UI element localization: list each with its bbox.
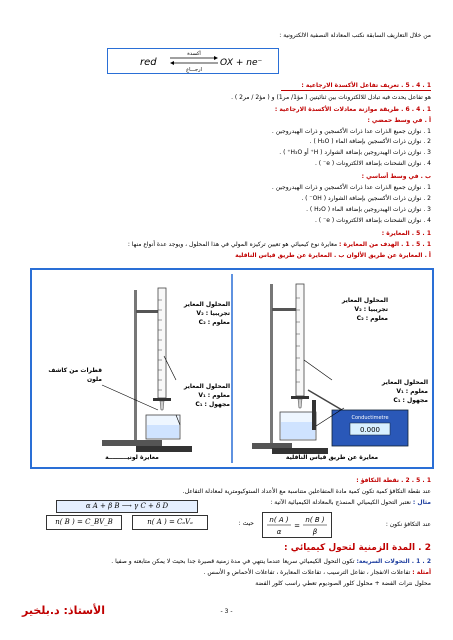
base-item-2: 2 . نوازن ذرات الأكسجين بإضافة الشوارد ( OH⁻ ) .	[301, 195, 431, 202]
reduction-arrowhead	[170, 61, 174, 65]
intro-text: من خلال التعاريف السابقة نكتب المعادلة النصفية الالكترونية :	[279, 32, 431, 39]
right-titrated-label	[366, 378, 428, 405]
base-item-4: 4 . نوازن الشحنات بإضافة الالكترونات ( e⁻ ) .	[314, 217, 431, 224]
left-stopcock	[153, 398, 171, 401]
left-beaker-liquid	[147, 425, 179, 438]
left-titrated-title: المحلول المعاير	[183, 383, 230, 390]
right-titrated-title: المحلول المعاير	[381, 379, 428, 386]
left-titrant-c: معلوم : C₂	[198, 319, 230, 326]
right-burette-tip	[298, 399, 302, 408]
examples-line	[22, 568, 431, 577]
teacher-signature: الأستاذ: د.بلخير	[22, 604, 105, 617]
left-titrated-c: مجهول : C₁	[195, 401, 230, 408]
acid-item-2: 2 . نوازن ذرات الأكسجين بإضافة الماء ( H₂O ) .	[309, 138, 431, 145]
right-stopcock	[291, 396, 309, 399]
left-drops-pointer	[102, 385, 158, 410]
example-text: نعتبر التحول الكيميائي المنمذج بالمعادلة الكيميائية الآتية :	[270, 499, 411, 506]
section-1-5-1	[22, 240, 431, 249]
formula-nA: n( A ) = CₐVₐ	[132, 515, 208, 530]
section-1-5-1-title: 1 . 5 . 1 . الهدف من المعايرة :	[339, 241, 431, 248]
right-titrated-v: معلوم : V₁	[396, 388, 428, 395]
base-item-3: 3 . نوازن ذرات الهيدروجين بإضافة الماء ( H₂O ) .	[306, 206, 431, 213]
right-titrant-pointer	[304, 360, 332, 380]
section-2-1	[22, 557, 431, 566]
titration-figure	[30, 268, 434, 469]
right-titrant-v: تجريبيا : V₂	[354, 306, 388, 313]
section-2-title: 2 . المدة الزمنية لتحول كيميائي :	[283, 543, 431, 553]
example-label: مثال :	[412, 499, 431, 506]
eq-left: red	[140, 57, 157, 68]
conductivity-probe	[312, 400, 316, 430]
where-label: حيث :	[238, 520, 254, 527]
examples-line-2: محلول نترات الفضة + محلول كلور الصوديوم تعطي راسب كلور الفضة	[255, 580, 431, 587]
right-titrant-c: معلوم : C₂	[356, 315, 388, 322]
conductimeter-value: 0.000	[359, 426, 381, 434]
left-caption: معايرة لونيـــــــــة	[105, 454, 159, 461]
left-titrated-v: معلوم : V₁	[198, 392, 230, 399]
eq-bottom-label: ارجـــاع	[186, 67, 202, 73]
frac-right-num: n( B )	[305, 516, 325, 524]
acid-medium-title: أ . في وسط حمضي :	[367, 117, 431, 124]
section-1-5-2-body: عند نقطة التكافؤ كمية تكون كمية مادة المتفاعلين متناسبة مع الأعداد الستوكيومترية لمعادلة التفاعل.	[182, 488, 431, 495]
equivalence-label: عند التكافؤ نكون :	[385, 521, 431, 528]
examples-label: أمثلة :	[412, 569, 431, 576]
right-caption: معايرة عن طريق قياس الناقلية	[285, 454, 379, 461]
reaction-formula: α A + β B ⟶ γ C + δ D	[56, 500, 198, 513]
left-drops-label: قطرات من كاشف ملون	[48, 367, 102, 383]
section-1-4-5-body: هو تفاعل يحدث فيه تبادل للالكترونات بين ثنائيتين ( مؤ1/ مر1) و ( مؤ2 / مر2 ) .	[231, 94, 431, 101]
acid-item-1: 1 . نوازن جميع الذرات عدا ذرات الأكسجين و ذرات الهيدروجين .	[271, 128, 431, 135]
left-titrant-v: تجريبيا : V₂	[196, 310, 230, 317]
right-titrant-label	[324, 296, 388, 323]
left-titrated-label	[174, 382, 230, 409]
base-item-1: 1 . نوازن جميع الذرات عدا ذرات الأكسجين و ذرات الهيدروجين .	[271, 184, 431, 191]
page-number: - 3 -	[220, 608, 233, 615]
left-titrant-title: المحلول المعاير	[183, 301, 230, 308]
section-1-4-5-title: 1 . 4 . 5 . تعريف تفاعل الأكسدة الارجاعية :	[301, 82, 431, 89]
right-clamp	[272, 308, 298, 311]
right-titrated-c: مجهول : C₁	[393, 397, 428, 404]
left-stand-base	[102, 440, 162, 446]
left-burette-tip	[160, 401, 164, 410]
left-titrant-label	[172, 300, 230, 327]
section-1-5-title: 1 . 5 . المعايرة :	[381, 230, 431, 237]
equivalence-formula	[262, 512, 332, 538]
right-titrant-title: المحلول المعاير	[341, 297, 388, 304]
left-clamp	[136, 310, 160, 313]
base-medium-title: ب . في وسط أساسي :	[361, 173, 431, 180]
frac-left-den: α	[276, 528, 282, 536]
formula-nB: n( B ) = C_BV_B	[46, 515, 122, 530]
left-stirrer	[136, 446, 192, 452]
section-1-5-1-body: معايرة نوع كيميائي هو تعيين تركيزه المولي في هذا المحلول ، ويوجد عدة أنواع منها :	[127, 241, 338, 248]
oxidation-arrowhead	[214, 56, 218, 60]
left-burette	[158, 288, 166, 398]
equals-sign: =	[294, 522, 300, 530]
acid-item-4: 4 . نوازن الشحنات بإضافة الالكترونات ( e⁻ ) .	[314, 160, 431, 167]
section-1-4-6-title: 1 . 4 . 6 . طريقة موازنة معادلات الأكسدة الارجاعية :	[274, 106, 431, 113]
eq-right: OX + ne⁻	[220, 58, 263, 68]
frac-right-den: β	[312, 528, 318, 536]
section-2-1-body: تكون التحول الكيميائي سريعا عندما ينتهي في مدة زمنية قصيرة جدا بحيث لا يمكن متابعته و صفيا .	[111, 558, 355, 565]
conductimeter-label: Conductimetre	[351, 415, 389, 421]
half-equation-box	[107, 48, 279, 74]
titration-types: أ . المعايرة عن طريق الألوان ب . المعايرة عن طريق قياس الناقلية	[235, 252, 431, 259]
right-burette	[296, 284, 304, 396]
right-beaker-liquid	[281, 422, 315, 439]
eq-top-label: أكسدة	[187, 51, 201, 57]
section-1-5-2-title: 1 . 5 . 2 . نقطة التكافؤ :	[356, 477, 431, 484]
half-equation-diagram	[108, 49, 278, 73]
equivalence-fractions	[263, 513, 331, 537]
section-2-1-title: 2 . 1 . التحولات السريعة:	[356, 558, 431, 565]
section-underline	[281, 90, 431, 91]
examples-line-1: تفاعلات الانفجار ، تفاعل الترسيب ، تفاعلات المعايرة ، تفاعلات الأحماض و الأسس .	[203, 569, 411, 576]
acid-item-3: 3 . نوازن ذرات الهيدروجين بإضافة الشوارد ( H⁺ أو H₃O⁺ ) .	[279, 149, 431, 156]
frac-left-num: n( A )	[269, 516, 289, 524]
